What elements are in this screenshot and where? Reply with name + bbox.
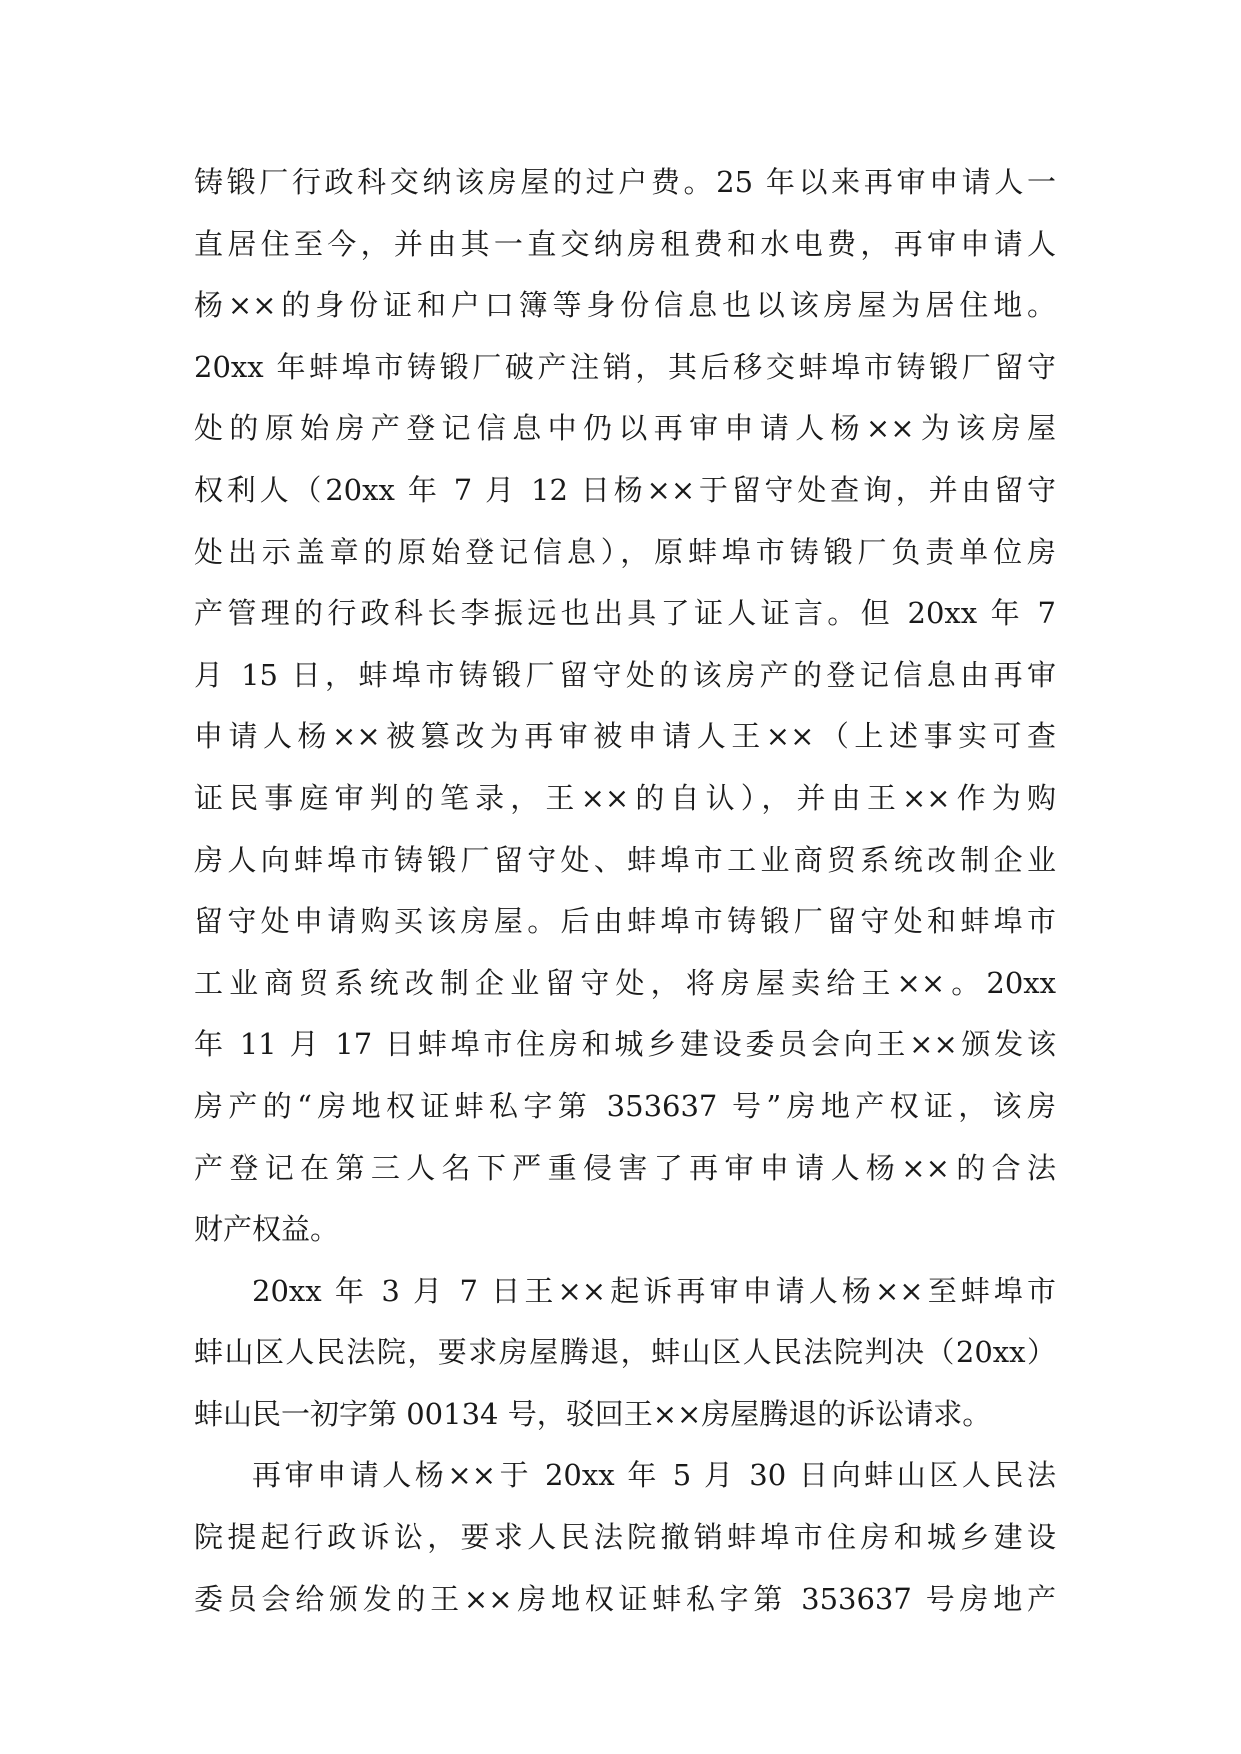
text-line: 处的原始房产登记信息中仍以再审申请人杨××为该房屋 [194,411,1056,446]
text-line: 委员会给颁发的王××房地权证蚌私字第 353637 号房地产 [194,1581,1056,1616]
text-line: 证民事庭审判的笔录，王××的自认），并由王××作为购 [194,780,1056,815]
text-line: 铸锻厂行政科交纳该房屋的过户费。25 年以来再审申请人一 [194,165,1056,199]
text-line: 院提起行政诉讼，要求人民法院撤销蚌埠市住房和城乡建设 [194,1520,1056,1555]
text-line: 年 11 月 17 日蚌埠市住房和城乡建设委员会向王××颁发该 [194,1027,1056,1062]
text-line: 房人向蚌埠市铸锻厂留守处、蚌埠市工业商贸系统改制企业 [194,842,1056,877]
text-line: 工业商贸系统改制企业留守处，将房屋卖给王××。20xx [194,965,1056,1000]
text-line: 申请人杨××被篡改为再审被申请人王××（上述事实可查 [194,719,1056,754]
text-line: 再审申请人杨××于 20xx 年 5 月 30 日向蚌山区人民法 [252,1458,1056,1493]
document-body [194,164,1056,1642]
text-line: 20xx 年蚌埠市铸锻厂破产注销，其后移交蚌埠市铸锻厂留守 [194,349,1056,384]
paragraph-3 [194,1457,1056,1642]
text-line: 蚌山区人民法院，要求房屋腾退，蚌山区人民法院判决（20xx） [194,1335,1056,1370]
text-line: 处出示盖章的原始登记信息），原蚌埠市铸锻厂负责单位房 [194,534,1056,569]
text-line: 直居住至今，并由其一直交纳房租费和水电费，再审申请人 [194,226,1056,261]
text-line: 20xx 年 3 月 7 日王××起诉再审申请人杨××至蚌埠市 [252,1273,1056,1308]
text-line: 房产的“房地权证蚌私字第 353637 号”房地产权证，该房 [194,1088,1056,1123]
text-line: 月 15 日，蚌埠市铸锻厂留守处的该房产的登记信息由再审 [194,657,1056,692]
text-line: 财产权益。 [194,1212,340,1247]
text-line: 留守处申请购买该房屋。后由蚌埠市铸锻厂留守处和蚌埠市 [194,904,1056,939]
paragraph-1 [194,164,1056,1273]
text-line: 蚌山民一初字第 00134 号，驳回王××房屋腾退的诉讼请求。 [194,1396,992,1431]
text-line: 权利人（20xx 年 7 月 12 日杨××于留守处查询，并由留守 [194,472,1056,507]
text-line: 杨××的身份证和户口簿等身份信息也以该房屋为居住地。 [194,288,1056,323]
paragraph-2 [194,1273,1056,1458]
text-line: 产登记在第三人名下严重侵害了再审申请人杨××的合法 [194,1150,1056,1185]
text-line: 产管理的行政科长李振远也出具了证人证言。但 20xx 年 7 [194,596,1056,631]
